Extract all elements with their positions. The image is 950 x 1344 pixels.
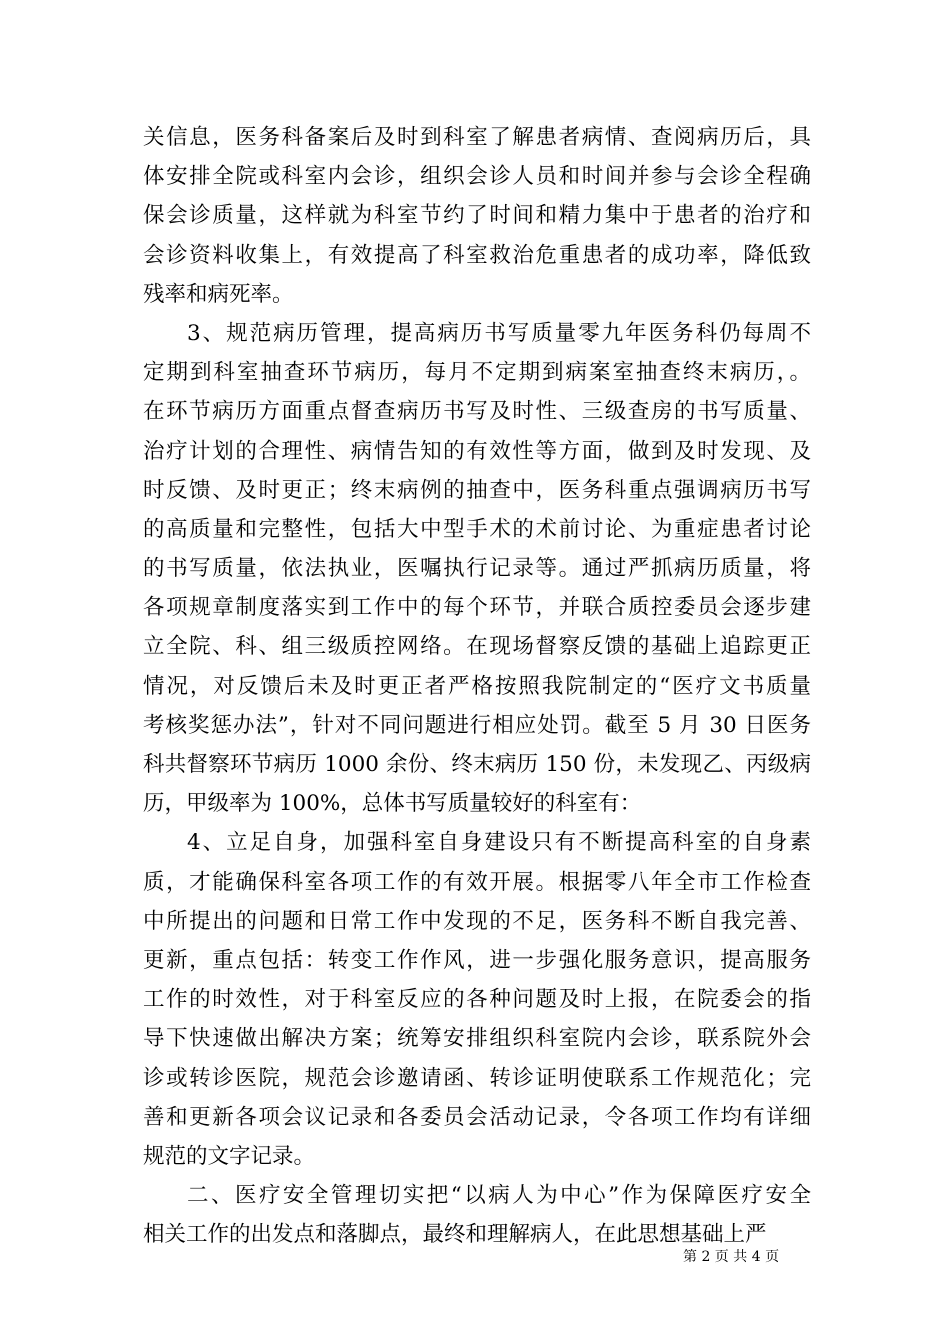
text-line: 的书写质量，依法执业，医嘱执行记录等。通过严抓病历质量，将	[143, 556, 811, 582]
text-line: 各项规章制度落实到工作中的每个环节，并联合质控委员会逐步建	[143, 595, 811, 621]
document-body	[143, 118, 811, 1254]
text-line: 体安排全院或科室内会诊，组织会诊人员和时间并参与会诊全程确	[143, 164, 811, 190]
text-line: 善和更新各项会议记录和各委员会活动记录，令各项工作均有详细	[143, 1104, 811, 1130]
text-line: 的高质量和完整性，包括大中型手术的术前讨论、为重症患者讨论	[143, 516, 811, 542]
text-line: 导下快速做出解决方案；统筹安排组织科室院内会诊，联系院外会	[143, 1026, 811, 1052]
text-line: 立全院、科、组三级质控网络。在现场督察反馈的基础上追踪更正	[143, 634, 811, 660]
text-line: 质，才能确保科室各项工作的有效开展。根据零八年全市工作检查	[143, 869, 811, 895]
text-line: 在环节病历方面重点督查病历书写及时性、三级查房的书写质量、	[143, 399, 811, 425]
page-number: 第 2 页 共 4 页	[683, 1249, 780, 1265]
text-line: 治疗计划的合理性、病情告知的有效性等方面，做到及时发现、及	[143, 438, 811, 464]
text-line: 中所提出的问题和日常工作中发现的不足，医务科不断自我完善、	[143, 908, 811, 934]
text-line: 更新，重点包括：转变工作作风，进一步强化服务意识，提高服务	[143, 947, 811, 973]
text-line: 3、规范病历管理，提高病历书写质量零九年医务科仍每周不	[187, 320, 811, 346]
text-line: 规范的文字记录。	[143, 1143, 316, 1169]
text-line: 4、立足自身，加强科室自身建设只有不断提高科室的自身素	[187, 830, 811, 856]
text-line: 时反馈、及时更正；终末病例的抽查中，医务科重点强调病历书写	[143, 477, 811, 503]
text-line: 历，甲级率为 100%，总体书写质量较好的科室有：	[143, 791, 642, 817]
text-line: 工作的时效性，对于科室反应的各种问题及时上报，在院委会的指	[143, 987, 811, 1013]
text-line: 考核奖惩办法”，针对不同问题进行相应处罚。截至 5 月 30 日医务	[143, 712, 811, 738]
text-line: 关信息，医务科备案后及时到科室了解患者病情、查阅病历后，具	[143, 125, 811, 150]
text-line: 二、医疗安全管理切实把“以病人为中心”作为保障医疗安全	[187, 1183, 811, 1209]
text-line: 诊或转诊医院，规范会诊邀请函、转诊证明使联系工作规范化；完	[143, 1065, 811, 1091]
text-line: 科共督察环节病历 1000 余份、终末病历 150 份，未发现乙、丙级病	[143, 752, 811, 777]
text-line: 定期到科室抽查环节病历，每月不定期到病案室抽查终末病历，。	[143, 360, 811, 386]
text-line: 情况，对反馈后未及时更正者严格按照我院制定的“医疗文书质量	[143, 673, 811, 699]
text-line: 残率和病死率。	[143, 281, 294, 307]
text-line: 保会诊质量，这样就为科室节约了时间和精力集中于患者的治疗和	[143, 203, 811, 229]
text-line: 会诊资料收集上，有效提高了科室救治危重患者的成功率，降低致	[143, 242, 811, 268]
text-line: 相关工作的出发点和落脚点，最终和理解病人，在此思想基础上严	[143, 1222, 767, 1248]
